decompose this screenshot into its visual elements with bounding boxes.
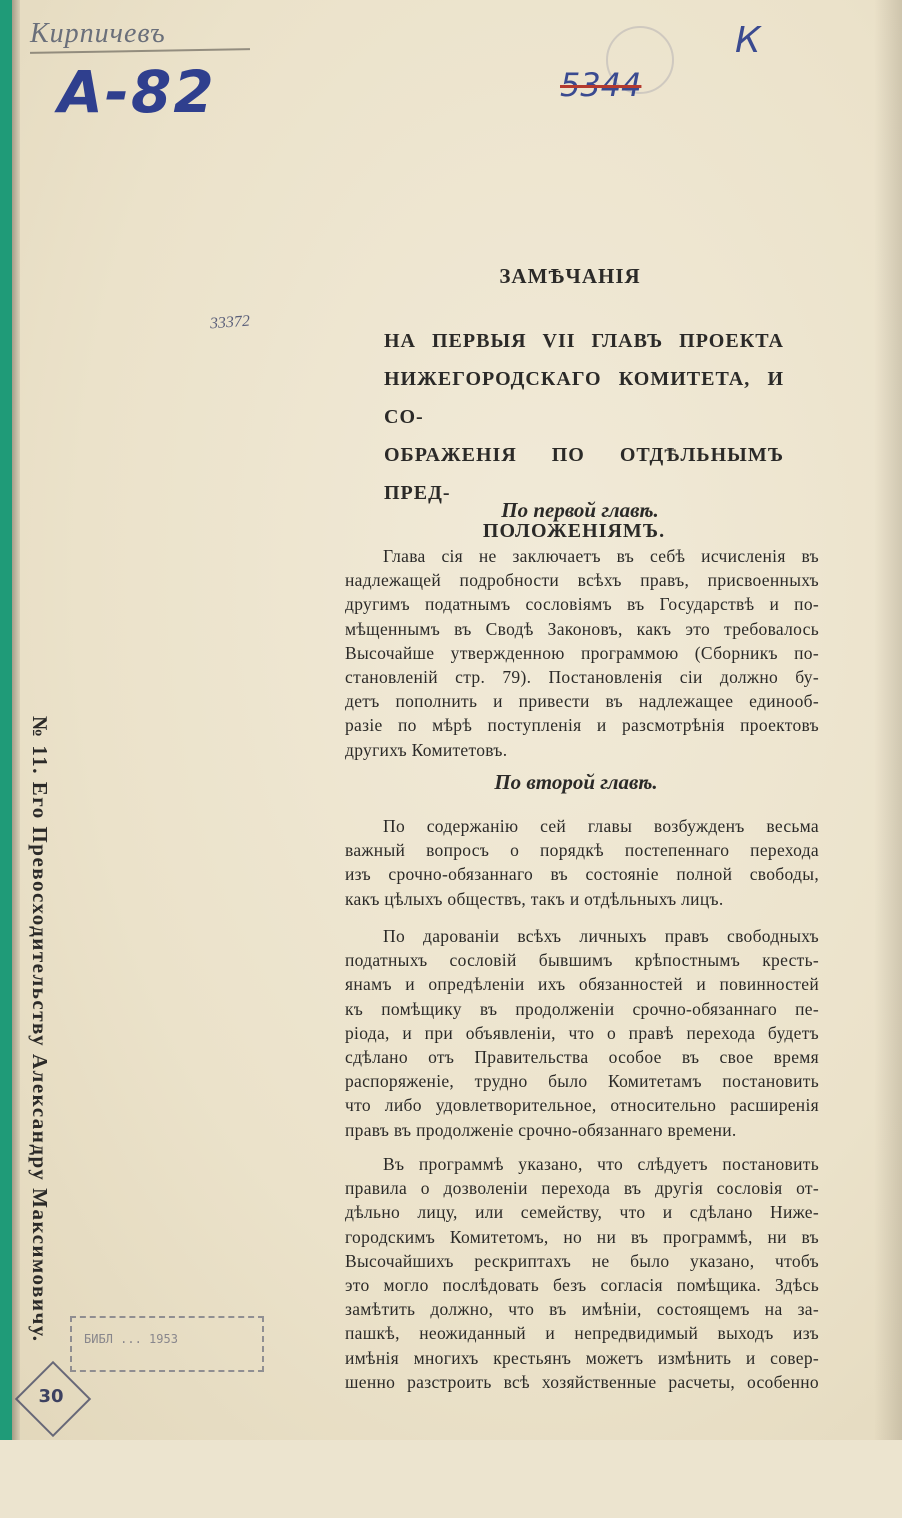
text-line: Въ программѣ указано, что слѣдуетъ постановить xyxy=(383,1154,819,1174)
paragraph-4 xyxy=(345,1152,819,1394)
text-line: къ помѣщику въ продолженіи срочно-обязаннаго пе- xyxy=(345,998,819,1019)
text-line: податныхъ сословій бывшимъ крѣпостнымъ кресть- xyxy=(345,950,819,971)
text-line: имѣнія многихъ крестьянъ можетъ измѣнить и совер- xyxy=(345,1347,819,1368)
text-line: разіе по мѣрѣ поступленія и разсмотрѣнія проектовъ xyxy=(345,715,819,736)
inventory-number: 33372 xyxy=(209,312,251,333)
paragraph-3 xyxy=(345,924,819,1142)
text-line: становленій стр. 79). Постановленія сіи должно бу- xyxy=(345,667,819,688)
text-line: замѣтить должно, что въ имѣніи, состоящемъ на за- xyxy=(345,1299,819,1320)
text-line: Глава сія не заключаетъ въ себѣ исчисленія въ xyxy=(383,546,819,566)
text-line: правъ въ продолженіе срочно-обязаннаго времени. xyxy=(345,1119,737,1140)
shelf-mark: А-82 xyxy=(58,58,216,126)
paragraph-2 xyxy=(345,814,819,911)
subtitle-line: ПОЛОЖЕНІЯМЪ. xyxy=(482,520,666,542)
page-edge-shadow xyxy=(874,0,902,1440)
section-heading-first: По первой главѣ. xyxy=(501,498,659,522)
text-line: детъ пополнить и привести въ надлежащее единооб- xyxy=(345,691,819,712)
text-line: надлежащей подробности всѣхъ правъ, присвоенныхъ xyxy=(345,570,819,591)
text-line: шенно разстроить всѣ хозяйственные расчеты, особенно xyxy=(345,1371,819,1392)
binding-edge xyxy=(0,0,12,1440)
text-line: какъ цѣлыхъ обществъ, такъ и отдѣльныхъ лицъ. xyxy=(345,888,724,909)
corner-letter: К xyxy=(735,20,761,61)
subtitle-line: НА ПЕРВЫЯ VII ГЛАВЪ ПРОЕКТА xyxy=(384,330,784,352)
text-line: дѣльно лицу, или семейству, что и сдѣлано Ниже- xyxy=(345,1202,819,1223)
library-seal-number: 30 xyxy=(38,1386,64,1407)
text-line: это могло послѣдовать безъ согласія помѣщика. Здѣсь xyxy=(345,1275,819,1296)
dedication-text: № 11. Его Превосходительству Александру Максимовичу. xyxy=(28,716,52,1343)
section-heading-second: По второй главѣ. xyxy=(494,770,658,794)
library-stamp xyxy=(70,1316,264,1372)
text-line: Высочайше утвержденною программою (Сборникъ по- xyxy=(345,642,819,663)
library-stamp-text: БИБЛ ... 1953 xyxy=(84,1332,178,1346)
text-line: городскимъ Комитетомъ, но ни въ программѣ, ни въ xyxy=(345,1226,819,1247)
struck-number: 5344 xyxy=(560,66,642,104)
text-line: другимъ податнымъ сословіямъ въ Государствѣ и по- xyxy=(345,594,819,615)
text-line: мѣщеннымъ въ Сводѣ Законовъ, какъ это требовалось xyxy=(345,618,819,639)
text-line: распоряженіе, трудно было Комитетамъ постановить xyxy=(345,1071,819,1092)
text-line: другихъ Комитетовъ. xyxy=(345,739,508,760)
document-title: ЗАМѢЧАНІЯ xyxy=(499,264,641,288)
subtitle-line: НИЖЕГОРОДСКАГО КОМИТЕТА, И СО- xyxy=(384,368,784,428)
text-line: сдѣлано отъ Правительства особое въ свое время xyxy=(345,1047,819,1068)
text-line: важный вопросъ о порядкѣ постепеннаго перехода xyxy=(345,840,819,861)
text-line: По содержанію сей главы возбужденъ весьма xyxy=(383,816,819,836)
handwritten-top-note: Кирпичевъ xyxy=(30,18,166,49)
text-line: изъ срочно-обязаннаго въ состояніе полной свободы, xyxy=(345,864,819,885)
text-line: ріода, и при объявленіи, что о правѣ перехода будетъ xyxy=(345,1022,819,1043)
text-line: янамъ и опредѣленіи ихъ обязанностей и повинностей xyxy=(345,974,819,995)
text-line: правила о дозволеніи перехода въ другія сословія от- xyxy=(345,1178,819,1199)
text-line: что либо удовлетворительное, относительно расширенія xyxy=(345,1095,819,1116)
subtitle-line: ОБРАЖЕНІЯ ПО ОТДѢЛЬНЫМЪ ПРЕД- xyxy=(384,444,784,504)
paragraph-1 xyxy=(345,544,819,762)
text-line: пашкѣ, неожиданный и непредвидимый выходъ изъ xyxy=(345,1323,819,1344)
text-line: По дарованіи всѣхъ личныхъ правъ свободныхъ xyxy=(383,926,819,946)
text-line: Высочайшихъ рескриптахъ не было указано, чтобъ xyxy=(345,1250,819,1271)
